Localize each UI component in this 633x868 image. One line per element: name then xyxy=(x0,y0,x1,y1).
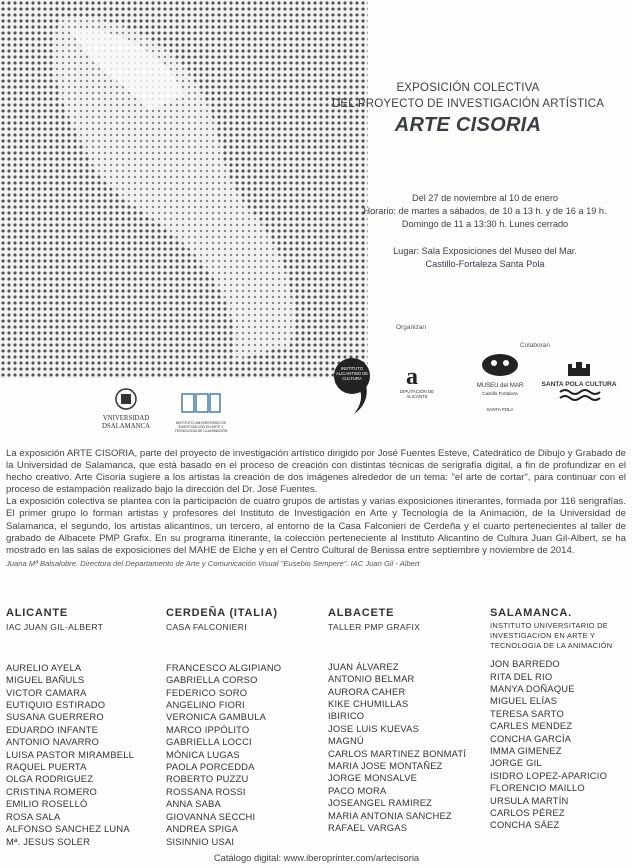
museu-mar-logo xyxy=(470,352,530,412)
artist-name: OLGA RODRIGUEZ xyxy=(6,773,94,785)
artist-name: JUAN ÁLVAREZ xyxy=(328,660,399,672)
artist-name: ALFONSO SANCHEZ LUNA xyxy=(6,823,130,835)
group-region: SALAMANCA. xyxy=(490,607,572,619)
iac-logo-text: INSTITUTO ALICANTINO DE CULTURA xyxy=(335,366,369,381)
artist-name: MÓNICA LUGAS xyxy=(166,748,240,760)
schedule-info xyxy=(360,192,610,231)
artist-name: MARIA JOSE MONTAÑEZ xyxy=(328,760,443,772)
artist-name: ROBERTO PUZZU xyxy=(166,773,249,785)
venue-info xyxy=(360,245,610,270)
artist-name: JORGE MONSALVE xyxy=(328,772,418,784)
group-albacete xyxy=(328,607,486,835)
description xyxy=(6,448,626,570)
santa-pola-label: SANTA POLA CULTURA xyxy=(541,381,617,388)
santa-pola-cultura-logo xyxy=(538,360,620,400)
artist-list xyxy=(490,658,628,832)
artist-name: IBIRICO xyxy=(328,710,365,722)
artist-name: MIGUEL ELÍAS xyxy=(490,695,558,707)
artist-name: CRISTINA ROMERO xyxy=(6,785,98,797)
header-line1: EXPOSICIÓN COLECTIVA xyxy=(396,82,540,94)
artist-name: CARLOS MARTINEZ BONMATÍ xyxy=(328,747,467,759)
artist-name: JORGE GIL xyxy=(490,757,542,769)
schedule: Horario: de martes a sábados, de 10 a 13 h. y de 16 a 19 h. xyxy=(363,206,607,216)
group-region: CERDEÑA (ITALIA) xyxy=(166,607,278,619)
artist-name: Mª. JESUS SOLER xyxy=(6,835,91,847)
artist-name: GABRIELLA LOCCI xyxy=(166,736,252,748)
artist-list xyxy=(166,662,324,848)
sunday-hours: Domingo de 11 a 13:30 h. Lunes cerrado xyxy=(401,219,569,229)
collaborate-label: Colaboran xyxy=(520,342,550,349)
artist-name: PAOLA PORCEDDA xyxy=(166,761,255,773)
artist-name: FRANCESCO ALGIPIANO xyxy=(166,661,282,673)
usal-name1: VNIVERSIDAD xyxy=(102,415,150,422)
waves-icon xyxy=(538,388,620,402)
diputacion-logo xyxy=(392,364,442,404)
artist-name: FEDERICO SORO xyxy=(166,686,248,698)
museu-mask-icon xyxy=(470,352,530,378)
santa-pola-castle-icon xyxy=(538,360,620,376)
artist-name: AURORA CAHER xyxy=(328,685,406,697)
artist-name: LUISA PASTOR MIRAMBELL xyxy=(6,748,135,760)
diputacion-label: DIPUTACIÓN DE ALICANTE xyxy=(399,389,435,399)
artist-name: FLORENCIO MAILLO xyxy=(490,782,585,794)
artist-list xyxy=(328,661,486,835)
artist-name: ANNA SABA xyxy=(166,798,221,810)
artist-name: SUSANA GUERRERO xyxy=(6,711,104,723)
group-institution: CASA FALCONIERI xyxy=(166,622,247,633)
catalog-link[interactable]: Catálogo digital: www.iberoprinter.com/artecisoria xyxy=(213,852,420,863)
artist-name: ANGELINO FIORI xyxy=(166,699,245,711)
exhibition-title: ARTE CISORIA xyxy=(394,114,542,136)
artist-name: VERONICA GAMBULA xyxy=(166,711,267,723)
group-institution: TALLER PMP GRAFIX xyxy=(328,622,421,633)
artist-name: PACO MORA xyxy=(328,784,387,796)
paragraph-1: La exposición ARTE CISORIA, parte del proyecto de investigación artístico dirigido por José Fuentes Esteve, Catedrático de Dibujo y Grabado de la Universidad de Salamanca, que está basado en el proceso de creación con distintas técnicas de serigrafía digital, a fin de profundizar en el hecho creativo. Arte Cisoria sugiere a los artistas la creación de dos imágenes alrededor de un tema: "el arte de cortar", para continuar con el proceso de estampación realizado bajo la dirección del Dr. José Fuentes. xyxy=(6,448,626,496)
museu-sub: Castillo Fortaleza xyxy=(482,391,518,396)
artist-name: KIKE CHUMILLAS xyxy=(328,698,409,710)
artist-name: MANYA DOÑAQUE xyxy=(490,683,575,694)
artist-name: IMMA GIMENEZ xyxy=(490,745,562,757)
group-institution: IAC JUAN GIL-ALBERT xyxy=(6,622,104,633)
artist-name: URSULA MARTÍN xyxy=(490,794,569,806)
artist-name: RAFAEL VARGAS xyxy=(328,822,408,834)
artist-name: VICTOR CAMARA xyxy=(6,686,87,698)
group-salamanca xyxy=(490,607,628,832)
artist-name: GIOVANNA SECCHI xyxy=(166,810,256,822)
group-cerdena xyxy=(166,607,324,848)
artist-name: MARIA ANTONIA SANCHEZ xyxy=(328,809,452,821)
signature: Juana Mª Balsalobre. Directora del Departamento de Arte y Comunicación Visual "Eusebio Sempere". IAC Juan Gil - Albert xyxy=(6,558,420,568)
artist-name: ANDREA SPIGA xyxy=(166,823,239,835)
artist-name: ANTONIO NAVARRO xyxy=(6,736,100,748)
artist-name: MAGNÚ xyxy=(328,735,364,747)
group-institution: INSTITUTO UNIVERSITARIO DE INVESTIGACION EN ARTE Y TECNOLOGIA DE LA ANIMACIÓN xyxy=(490,621,613,650)
iac-logo xyxy=(330,350,378,416)
iac-emblem-icon xyxy=(330,350,378,416)
institute-label: INSTITUTO UNIVERSITARIO DE INVESTIGACIÓN EN ARTE Y TECNOLOGÍA DE LA ANIMACIÓN xyxy=(174,421,228,433)
usal-seal-icon xyxy=(96,388,156,410)
institute-logo xyxy=(168,390,234,434)
artist-name: ISIDRO LOPEZ-APARICIO xyxy=(490,769,608,781)
artist-name: ANTONIO BELMAR xyxy=(328,673,415,685)
title-block xyxy=(318,80,618,137)
museu-city: SANTA POLA xyxy=(486,407,514,412)
artist-name: EUTIQUIO ESTIRADO xyxy=(6,699,106,711)
artwork-figure xyxy=(0,0,368,378)
group-region: ALICANTE xyxy=(6,607,69,619)
artist-name: AURELIO AYELA xyxy=(6,661,82,673)
paragraph-2: La exposición colectiva se plantea con la participación de cuatro grupos de artistas y varias exposiciones itinerantes, formada por 116 serigrafías. El primer grupo lo forman artistas y profesores del Instituto de Investigación en Arte y Tecnología de la Animación, de la Universidad de Salamanca, el segundo, los artistas alicantinos, un tercero, al entorno de la Casa Falconieri de Cerdeña y el cuarto pertenecientes al taller de grabado de Albacete PMP Grafix. En su programa itinerante, la colección perteneciente al Instituto Alicantino de Cultura Juan Gil-Albert, se ha mostrado en las salas de exposiciones del MAHE de Elche y en el Centro Cultural de Benissa entre septiembre y noviembre de 2014. xyxy=(6,496,626,556)
artist-name: CARLES MENDEZ xyxy=(490,720,573,732)
artist-name: JOSE LUIS KUEVAS xyxy=(328,722,420,734)
dates: Del 27 de noviembre al 10 de enero xyxy=(411,193,559,203)
artist-name: RAQUEL PUERTA xyxy=(6,761,87,773)
institute-emblem-icon xyxy=(168,390,234,416)
svg-text:a: a xyxy=(406,364,418,386)
artist-name: MARCO IPPÓLITO xyxy=(166,723,250,735)
museu-name: MUSEU del MAR xyxy=(476,383,524,389)
artist-name: SISINNIO USAI xyxy=(166,835,235,847)
artist-name: ROSA SALA xyxy=(6,810,61,822)
artist-name: CARLOS PÉREZ xyxy=(490,807,565,819)
artist-name: JON BARREDO xyxy=(490,658,560,670)
header-line2: DEL PROYECTO DE INVESTIGACIÓN ARTÍSTICA xyxy=(331,98,605,110)
usal-name2: DSALAMANCA xyxy=(102,423,150,430)
artist-list xyxy=(6,662,164,848)
artist-name: GABRIELLA CORSO xyxy=(166,674,258,686)
group-region: ALBACETE xyxy=(328,607,395,619)
artist-name: CONCHA SÁEZ xyxy=(490,819,560,831)
artist-name: TERESA SARTO xyxy=(490,707,564,719)
artist-name: EDUARDO INFANTE xyxy=(6,723,99,735)
diputacion-a-icon xyxy=(392,364,442,386)
artist-name: ROSSANA ROSSI xyxy=(166,785,246,797)
venue-line1: Lugar: Sala Exposiciones del Museo del Mar. xyxy=(393,246,577,256)
group-alicante xyxy=(6,607,164,848)
artist-name: RITA DEL RIO xyxy=(490,670,553,682)
artist-name: MIGUEL BAÑULS xyxy=(6,674,85,686)
usal-logo xyxy=(96,388,156,433)
organize-label: Organizan xyxy=(396,324,426,331)
artist-name: EMILIO ROSELLÓ xyxy=(6,798,88,810)
artist-name: JOSEANGEL RAMIREZ xyxy=(328,797,433,809)
venue-line2: Castillo-Fortaleza Santa Pola xyxy=(425,258,545,269)
halftone-artwork xyxy=(0,0,368,378)
artist-name: CONCHA GARCÍA xyxy=(490,732,572,744)
